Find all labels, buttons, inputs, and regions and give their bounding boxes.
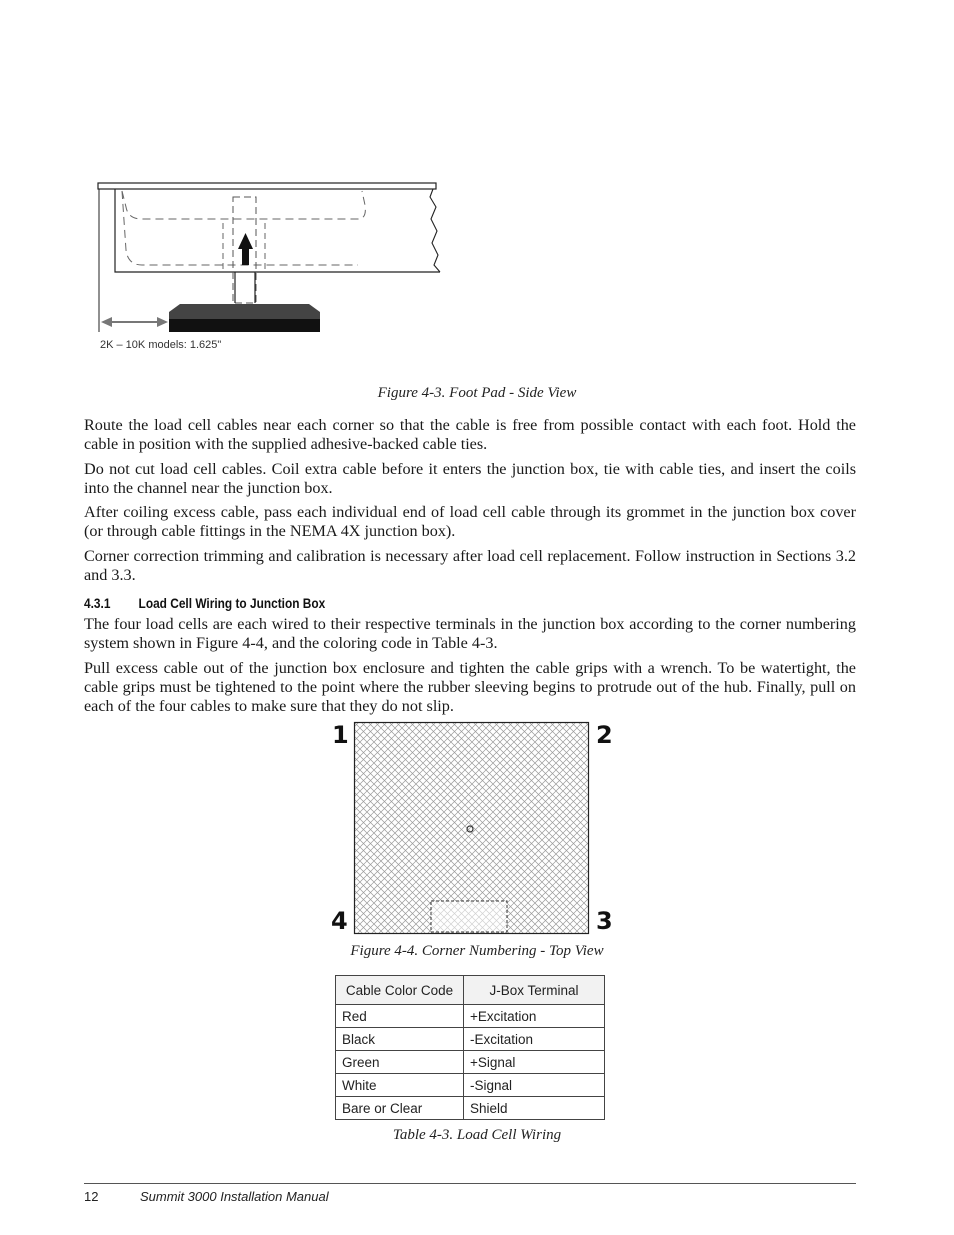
table-row [336,1028,605,1051]
section-number: 4.3.1 [84,596,111,611]
table-row [336,1074,605,1097]
table-cell: Red [336,1005,464,1028]
corner-label-4: 4 [331,907,348,935]
table-cell: -Signal [464,1074,605,1097]
foot-pad-side-view-drawing [90,175,450,340]
table-cell: Black [336,1028,464,1051]
section-title: Load Cell Wiring to Junction Box [138,596,326,611]
table-header-cell: J-Box Terminal [464,976,605,1005]
table-cell: Green [336,1051,464,1074]
section-heading [84,596,763,616]
table-cell: Shield [464,1097,605,1120]
table-row [336,1005,605,1028]
table-cell: -Excitation [464,1028,605,1051]
table-header-cell: Cable Color Code [336,976,464,1005]
page-number: 12 [84,1189,99,1204]
paragraph-four-load-cells: The four load cells are each wired to their respective terminals in the junction box according to the corner numbering system shown in Figure 4-4, and the coloring code in Table 4-3. [84,615,856,652]
table-cell: +Signal [464,1051,605,1074]
table-row [336,1097,605,1120]
figure-4-4-caption: Figure 4-4. Corner Numbering - Top View [350,943,604,959]
table-cell: Bare or Clear [336,1097,464,1120]
table-row [336,1051,605,1074]
manual-title: Summit 3000 Installation Manual [140,1189,329,1204]
table-cell: White [336,1074,464,1097]
dimension-label: 2K – 10K models: 1.625" [100,339,222,351]
corner-label-3: 3 [596,907,613,935]
table-4-3-caption: Table 4-3. Load Cell Wiring [392,1127,562,1143]
table-header-row [336,976,605,1005]
paragraph-corner-correction: Corner correction trimming and calibration is necessary after load cell replacement. Follow instruction in Sections 3.2 and 3.3. [84,547,856,584]
figure-4-3-caption: Figure 4-3. Foot Pad - Side View [377,385,577,401]
paragraph-pull-excess-cable: Pull excess cable out of the junction box enclosure and tighten the cable grips with a wrench. To be watertight, the cable grips must be tightened to the point where the rubber sleeving begins to protrude out of the hub. Finally, pull on each of the four cables to make sure that they do not slip. [84,659,856,715]
table-cell: +Excitation [464,1005,605,1028]
corner-label-1: 1 [332,721,349,749]
paragraph-coiling: After coiling excess cable, pass each individual end of load cell cable through its grommet in the junction box cover (or through cable fittings in the NEMA 4X junction box). [84,503,856,540]
footer-divider [84,1183,856,1184]
paragraph-route-cables: Route the load cell cables near each corner so that the cable is free from possible contact with each foot. Hold the cable in position with the supplied adhesive-backed cable ties. [84,416,856,453]
paragraph-do-not-cut: Do not cut load cell cables. Coil extra cable before it enters the junction box, tie with cable ties, and insert the coils into the channel near the junction box. [84,460,856,497]
corner-label-2: 2 [596,721,613,749]
corner-numbering-top-view-drawing [353,721,591,935]
load-cell-wiring-table [335,975,605,1120]
